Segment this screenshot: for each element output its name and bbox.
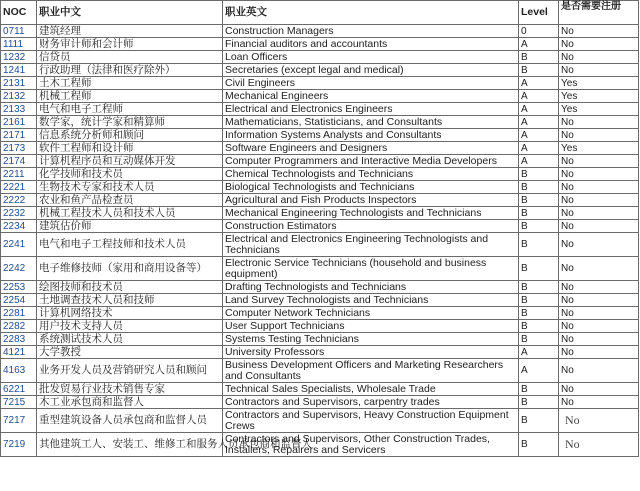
table-row bbox=[1, 257, 639, 281]
skill-level-cell: A bbox=[519, 77, 559, 90]
english-title-cell: Loan Officers bbox=[223, 51, 519, 64]
table-row bbox=[1, 90, 639, 103]
skill-level-cell: B bbox=[519, 51, 559, 64]
noc-code-cell: 2221 bbox=[1, 181, 37, 194]
skill-level-cell: B bbox=[519, 333, 559, 346]
table-row bbox=[1, 129, 639, 142]
header-chinese-title: 职业中文 bbox=[37, 1, 223, 25]
chinese-title-cell: 化学技师和技术员 bbox=[37, 168, 223, 181]
noc-code-cell: 2282 bbox=[1, 320, 37, 333]
registration-required-cell: No bbox=[559, 233, 639, 257]
noc-code-cell: 7215 bbox=[1, 396, 37, 409]
table-row bbox=[1, 38, 639, 51]
english-title-cell: Agricultural and Fish Products Inspectors bbox=[223, 194, 519, 207]
chinese-title-cell: 信贷员 bbox=[37, 51, 223, 64]
skill-level-cell: 0 bbox=[519, 25, 559, 38]
table-row bbox=[1, 194, 639, 207]
skill-level-cell: B bbox=[519, 307, 559, 320]
registration-required-cell: No bbox=[559, 359, 639, 383]
chinese-title-cell: 财务审计师和会计师 bbox=[37, 38, 223, 51]
english-title-cell: Information Systems Analysts and Consultants bbox=[223, 129, 519, 142]
table-row bbox=[1, 409, 639, 433]
registration-required-cell: No bbox=[559, 396, 639, 409]
noc-code-cell: 2211 bbox=[1, 168, 37, 181]
registration-required-cell: No bbox=[559, 129, 639, 142]
english-title-cell: Land Survey Technologists and Technicians bbox=[223, 294, 519, 307]
noc-code-cell: 7217 bbox=[1, 409, 37, 433]
noc-code-cell: 2171 bbox=[1, 129, 37, 142]
registration-required-cell: No bbox=[559, 346, 639, 359]
english-title-cell: Construction Managers bbox=[223, 25, 519, 38]
skill-level-cell: B bbox=[519, 294, 559, 307]
chinese-title-cell: 建筑估价师 bbox=[37, 220, 223, 233]
skill-level-cell: B bbox=[519, 194, 559, 207]
chinese-title-cell: 其他建筑工人、安装工、维修工和服务人员承包商和监督人 bbox=[37, 433, 223, 457]
noc-code-cell: 2131 bbox=[1, 77, 37, 90]
skill-level-cell: A bbox=[519, 38, 559, 51]
chinese-title-cell: 信息系统分析师和顾问 bbox=[37, 129, 223, 142]
table-row bbox=[1, 233, 639, 257]
skill-level-cell: B bbox=[519, 207, 559, 220]
registration-required-cell: No bbox=[559, 207, 639, 220]
table-row bbox=[1, 307, 639, 320]
table-row bbox=[1, 116, 639, 129]
chinese-title-cell: 用户技术支持人员 bbox=[37, 320, 223, 333]
skill-level-cell: A bbox=[519, 346, 559, 359]
english-title-cell: Mechanical Engineers bbox=[223, 90, 519, 103]
header-registration-required: 是否需要注册 bbox=[559, 1, 639, 25]
chinese-title-cell: 业务开发人员及营销研究人员和顾问 bbox=[37, 359, 223, 383]
table-row bbox=[1, 77, 639, 90]
skill-level-cell: B bbox=[519, 396, 559, 409]
chinese-title-cell: 机械工程师 bbox=[37, 90, 223, 103]
skill-level-cell: A bbox=[519, 129, 559, 142]
skill-level-cell: B bbox=[519, 281, 559, 294]
english-title-cell: Construction Estimators bbox=[223, 220, 519, 233]
registration-required-cell: Yes bbox=[559, 103, 639, 116]
english-title-cell: Systems Testing Technicians bbox=[223, 333, 519, 346]
skill-level-cell: B bbox=[519, 409, 559, 433]
english-title-cell: Drafting Technologists and Technicians bbox=[223, 281, 519, 294]
table-row bbox=[1, 168, 639, 181]
english-title-cell: Software Engineers and Designers bbox=[223, 142, 519, 155]
chinese-title-cell: 建筑经理 bbox=[37, 25, 223, 38]
noc-code-cell: 2254 bbox=[1, 294, 37, 307]
table-row bbox=[1, 207, 639, 220]
chinese-title-cell: 农业和鱼产品检查员 bbox=[37, 194, 223, 207]
registration-required-cell: No bbox=[559, 168, 639, 181]
chinese-title-cell: 电子维修技师（家用和商用设备等） bbox=[37, 257, 223, 281]
table-header bbox=[1, 1, 639, 25]
skill-level-cell: B bbox=[519, 320, 559, 333]
table-row bbox=[1, 294, 639, 307]
registration-required-cell: No bbox=[559, 25, 639, 38]
header-english-title: 职业英文 bbox=[223, 1, 519, 25]
english-title-cell: Civil Engineers bbox=[223, 77, 519, 90]
table-row bbox=[1, 142, 639, 155]
table-row bbox=[1, 396, 639, 409]
registration-required-cell: No bbox=[559, 307, 639, 320]
english-title-cell: Secretaries (except legal and medical) bbox=[223, 64, 519, 77]
registration-required-cell: No bbox=[559, 194, 639, 207]
skill-level-cell: A bbox=[519, 103, 559, 116]
english-title-cell: Contractors and Supervisors, Other Construction Trades, Installers, Repairers and Servicers bbox=[223, 433, 519, 457]
english-title-cell: Technical Sales Specialists, Wholesale Trade bbox=[223, 383, 519, 396]
english-title-cell: Contractors and Supervisors, carpentry trades bbox=[223, 396, 519, 409]
table-row bbox=[1, 333, 639, 346]
chinese-title-cell: 计算机程序员和互动媒体开发 bbox=[37, 155, 223, 168]
english-title-cell: Computer Programmers and Interactive Media Developers bbox=[223, 155, 519, 168]
noc-code-cell: 2173 bbox=[1, 142, 37, 155]
registration-required-cell: No bbox=[559, 257, 639, 281]
chinese-title-cell: 行政助理（法律和医疗除外） bbox=[37, 64, 223, 77]
registration-required-cell: No bbox=[559, 220, 639, 233]
noc-code-cell: 2133 bbox=[1, 103, 37, 116]
registration-required-cell: No bbox=[559, 116, 639, 129]
english-title-cell: Electrical and Electronics Engineers bbox=[223, 103, 519, 116]
registration-required-cell: No bbox=[559, 155, 639, 168]
skill-level-cell: B bbox=[519, 181, 559, 194]
skill-level-cell: A bbox=[519, 359, 559, 383]
registration-required-cell: No bbox=[559, 181, 639, 194]
english-title-cell: University Professors bbox=[223, 346, 519, 359]
header-level: Level bbox=[519, 1, 559, 25]
skill-level-cell: A bbox=[519, 116, 559, 129]
english-title-cell: Financial auditors and accountants bbox=[223, 38, 519, 51]
skill-level-cell: B bbox=[519, 433, 559, 457]
chinese-title-cell: 土木工程师 bbox=[37, 77, 223, 90]
noc-code-cell: 1241 bbox=[1, 64, 37, 77]
chinese-title-cell: 计算机网络技术 bbox=[37, 307, 223, 320]
noc-code-cell: 4121 bbox=[1, 346, 37, 359]
noc-code-cell: 6221 bbox=[1, 383, 37, 396]
skill-level-cell: B bbox=[519, 257, 559, 281]
table-row bbox=[1, 103, 639, 116]
registration-required-cell: No bbox=[559, 383, 639, 396]
noc-code-cell: 1232 bbox=[1, 51, 37, 64]
noc-code-cell: 2161 bbox=[1, 116, 37, 129]
skill-level-cell: B bbox=[519, 64, 559, 77]
skill-level-cell: A bbox=[519, 155, 559, 168]
registration-required-cell: No bbox=[559, 433, 639, 457]
noc-code-cell: 0711 bbox=[1, 25, 37, 38]
table-row bbox=[1, 155, 639, 168]
chinese-title-cell: 土地调查技术人员和技师 bbox=[37, 294, 223, 307]
chinese-title-cell: 木工业承包商和监督人 bbox=[37, 396, 223, 409]
english-title-cell: Contractors and Supervisors, Heavy Construction Equipment Crews bbox=[223, 409, 519, 433]
english-title-cell: User Support Technicians bbox=[223, 320, 519, 333]
table-row bbox=[1, 346, 639, 359]
table-row bbox=[1, 25, 639, 38]
english-title-cell: Mathematicians, Statisticians, and Consultants bbox=[223, 116, 519, 129]
noc-code-cell: 2232 bbox=[1, 207, 37, 220]
noc-code-cell: 2174 bbox=[1, 155, 37, 168]
table-row bbox=[1, 383, 639, 396]
chinese-title-cell: 绘图技师和技术员 bbox=[37, 281, 223, 294]
table-row bbox=[1, 281, 639, 294]
table-row bbox=[1, 320, 639, 333]
noc-code-cell: 2132 bbox=[1, 90, 37, 103]
chinese-title-cell: 电气和电子工程师 bbox=[37, 103, 223, 116]
registration-required-cell: No bbox=[559, 38, 639, 51]
noc-code-cell: 1111 bbox=[1, 38, 37, 51]
skill-level-cell: A bbox=[519, 142, 559, 155]
noc-code-cell: 4163 bbox=[1, 359, 37, 383]
table-row bbox=[1, 51, 639, 64]
skill-level-cell: B bbox=[519, 220, 559, 233]
table-row bbox=[1, 359, 639, 383]
english-title-cell: Business Development Officers and Marketing Researchers and Consultants bbox=[223, 359, 519, 383]
chinese-title-cell: 机械工程技术人员和技术人员 bbox=[37, 207, 223, 220]
english-title-cell: Biological Technologists and Technicians bbox=[223, 181, 519, 194]
noc-code-cell: 2241 bbox=[1, 233, 37, 257]
skill-level-cell: B bbox=[519, 168, 559, 181]
table-row bbox=[1, 433, 639, 457]
registration-required-cell: No bbox=[559, 333, 639, 346]
noc-code-cell: 2283 bbox=[1, 333, 37, 346]
header-row bbox=[1, 1, 639, 25]
noc-code-cell: 2234 bbox=[1, 220, 37, 233]
skill-level-cell: B bbox=[519, 233, 559, 257]
noc-code-cell: 2281 bbox=[1, 307, 37, 320]
chinese-title-cell: 重型建筑设备人员承包商和监督人员 bbox=[37, 409, 223, 433]
skill-level-cell: B bbox=[519, 383, 559, 396]
registration-required-cell: Yes bbox=[559, 142, 639, 155]
chinese-title-cell: 系统测试技术人员 bbox=[37, 333, 223, 346]
table-row bbox=[1, 64, 639, 77]
chinese-title-cell: 批发贸易行业技术销售专家 bbox=[37, 383, 223, 396]
registration-required-cell: No bbox=[559, 409, 639, 433]
english-title-cell: Electrical and Electronics Engineering Technologists and Technicians bbox=[223, 233, 519, 257]
noc-code-cell: 7219 bbox=[1, 433, 37, 457]
registration-required-cell: Yes bbox=[559, 77, 639, 90]
registration-required-cell: No bbox=[559, 294, 639, 307]
english-title-cell: Mechanical Engineering Technologists and Technicians bbox=[223, 207, 519, 220]
chinese-title-cell: 大学教授 bbox=[37, 346, 223, 359]
header-noc: NOC bbox=[1, 1, 37, 25]
chinese-title-cell: 电气和电子工程技师和技术人员 bbox=[37, 233, 223, 257]
chinese-title-cell: 生物技术专家和技术人员 bbox=[37, 181, 223, 194]
noc-code-cell: 2253 bbox=[1, 281, 37, 294]
registration-required-cell: No bbox=[559, 51, 639, 64]
skill-level-cell: A bbox=[519, 90, 559, 103]
registration-required-cell: No bbox=[559, 281, 639, 294]
chinese-title-cell: 软件工程师和设计师 bbox=[37, 142, 223, 155]
noc-code-cell: 2222 bbox=[1, 194, 37, 207]
table-row bbox=[1, 220, 639, 233]
registration-required-cell: No bbox=[559, 64, 639, 77]
table-row bbox=[1, 181, 639, 194]
table-body bbox=[1, 25, 639, 457]
english-title-cell: Chemical Technologists and Technicians bbox=[223, 168, 519, 181]
noc-code-cell: 2242 bbox=[1, 257, 37, 281]
english-title-cell: Computer Network Technicians bbox=[223, 307, 519, 320]
registration-required-cell: Yes bbox=[559, 90, 639, 103]
registration-required-cell: No bbox=[559, 320, 639, 333]
english-title-cell: Electronic Service Technicians (household and business equipment) bbox=[223, 257, 519, 281]
chinese-title-cell: 数学家，统计学家和精算师 bbox=[37, 116, 223, 129]
